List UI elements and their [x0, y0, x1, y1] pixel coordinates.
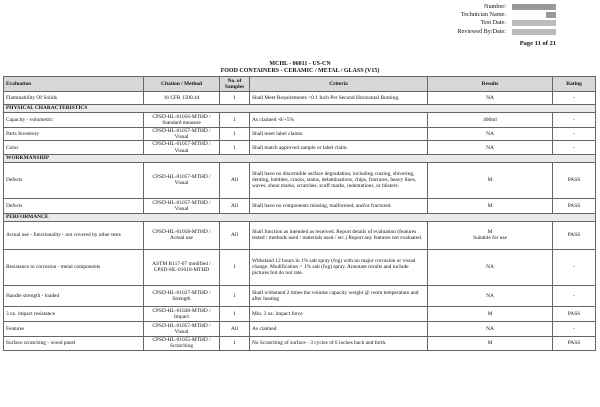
reviewed-label: Reviewed By/Date:: [457, 27, 506, 35]
results-cell: [428, 221, 553, 249]
col-evaluation: Evaluation: [4, 77, 144, 92]
result-note: Suitable for use: [473, 235, 507, 242]
col-criteria: Criteria: [250, 77, 428, 92]
evaluation-cell: Handle strength - loaded: [4, 285, 144, 306]
redacted-test-date: [512, 20, 556, 26]
results-cell: [428, 321, 553, 336]
section-title: PHYSICAL CHARACTERISTICS: [4, 105, 596, 113]
document-subtitle: FOOD CONTAINERS - CERAMIC / METAL / GLASS (V15): [220, 68, 380, 74]
result-value: M: [487, 177, 493, 184]
rating-cell: -: [553, 113, 596, 128]
result-value: NA: [486, 264, 494, 271]
results-table: [3, 76, 596, 351]
samples-cell: 1: [220, 113, 250, 128]
col-results: Results: [428, 77, 553, 92]
criteria-cell: Shall withstand 2 times the volume capacity weight @ room temperature and after heating: [250, 285, 428, 306]
rating-cell: -: [553, 321, 596, 336]
redacted-technician: [546, 12, 556, 18]
results-cell: [428, 198, 553, 213]
technician-label: Technician Name:: [460, 11, 506, 19]
rating-cell: PASS: [553, 306, 596, 321]
document-title: MCHL - 06011 - US-CN: [269, 61, 331, 67]
table-row: [4, 221, 596, 249]
result-value: NA: [486, 94, 494, 101]
citation-cell: CPSD-HL-01057-MTHD / Visual: [144, 128, 220, 141]
criteria-cell: Shall match approved sample or label claim.: [250, 141, 428, 154]
samples-cell: All: [220, 198, 250, 213]
samples-cell: 1: [220, 306, 250, 321]
table-row: [4, 306, 596, 321]
samples-cell: All: [220, 221, 250, 249]
test-date-label: Test Date:: [480, 19, 506, 27]
citation-cell: CPSD-HL-01057-MTHD / Visual: [144, 321, 220, 336]
criteria-cell: Shall meet label claims.: [250, 128, 428, 141]
criteria-cell: Shall Meet Requirements <0.1 Inch Per Second Horizontal Burning.: [250, 92, 428, 105]
redacted-number: [512, 4, 556, 10]
col-citation: Citation / Method: [144, 77, 220, 92]
results-cell: [428, 306, 553, 321]
table-row: [4, 128, 596, 141]
page-number: Page 11 of 21: [519, 40, 556, 47]
criteria-cell: Min. 3 oz. impact force: [250, 306, 428, 321]
rating-cell: -: [553, 249, 596, 285]
criteria-cell: As claimed -0/+5%: [250, 113, 428, 128]
samples-cell: All: [220, 162, 250, 198]
evaluation-cell: 3 oz. impact resistance: [4, 306, 144, 321]
evaluation-cell: Resistance to corrosion - metal components: [4, 249, 144, 285]
citation-cell: CPSD-HL-01027-MTHD / Strength: [144, 285, 220, 306]
col-rating: Rating: [553, 77, 596, 92]
document-titles: [0, 61, 600, 75]
table-header-row: [4, 77, 596, 92]
citation-cell: CPSD-HL-01028-MTHD / Impact: [144, 306, 220, 321]
citation-cell: CPSD-HL-01057-MTHD / Visual: [144, 162, 220, 198]
results-cell: [428, 249, 553, 285]
result-value: NA: [486, 325, 494, 332]
samples-cell: 1: [220, 336, 250, 350]
citation-cell: 16 CFR 1500.44: [144, 92, 220, 105]
section-row: [4, 154, 596, 162]
citation-cell: ASTM B117-07 modified / CPSD-HL-01010-MTHD: [144, 249, 220, 285]
rating-cell: -: [553, 141, 596, 154]
evaluation-cell: Color: [4, 141, 144, 154]
result-value: M: [487, 202, 493, 209]
evaluation-cell: Defects: [4, 198, 144, 213]
rating-cell: -: [553, 285, 596, 306]
results-cell: [428, 285, 553, 306]
rating-cell: -: [553, 92, 596, 105]
results-cell: [428, 336, 553, 350]
redacted-reviewed: [512, 29, 556, 35]
rating-cell: PASS: [553, 198, 596, 213]
rating-cell: PASS: [553, 221, 596, 249]
criteria-cell: Withstand 12 hours in 1% salt spray (fog) with no major corrosion or visual change. Modification = 1% salt (fog) spray. Annotate results and include pictures but do not rate.: [250, 249, 428, 285]
criteria-cell: As claimed: [250, 321, 428, 336]
samples-cell: All: [220, 321, 250, 336]
result-value: NA: [486, 292, 494, 299]
section-title: WORKMANSHIP: [4, 154, 596, 162]
citation-cell: CPSD-HL-01057-MTHD / Visual: [144, 198, 220, 213]
header-technician-row: [356, 11, 556, 19]
table-row: [4, 336, 596, 350]
col-samples: No. of Samples: [220, 77, 250, 92]
result-value: NA: [486, 144, 494, 151]
header-fields: [356, 3, 556, 36]
section-row: [4, 213, 596, 221]
result-value: NA: [486, 131, 494, 138]
results-cell: [428, 141, 553, 154]
samples-cell: 1: [220, 285, 250, 306]
table-row: [4, 162, 596, 198]
header-test-date-row: [356, 19, 556, 27]
table-row: [4, 92, 596, 105]
results-cell: [428, 162, 553, 198]
criteria-cell: No Scratching of surface - 3 cycles of 6 inches back and forth.: [250, 336, 428, 350]
results-cell: [428, 113, 553, 128]
samples-cell: 1: [220, 141, 250, 154]
table-row: [4, 249, 596, 285]
criteria-cell: Shall function as intended as received. Report details of evaluation (features tested / methods used / materials used / etc.) Report any features not evaluated.: [250, 221, 428, 249]
number-label: Number:: [484, 3, 506, 10]
citation-cell: CPSD-HL-01055-MTHD / Scratching: [144, 336, 220, 350]
header-number-row: [356, 3, 556, 11]
citation-cell: CPSD-HL-01058-MTHD / Actual use: [144, 221, 220, 249]
result-value: M: [487, 310, 493, 317]
table-row: [4, 285, 596, 306]
section-row: [4, 105, 596, 113]
samples-cell: 1: [220, 128, 250, 141]
criteria-cell: Shall have no components missing, malformed, and/or fractured.: [250, 198, 428, 213]
citation-cell: CPSD-HL-01056-MTHD / Standard measure: [144, 113, 220, 128]
results-cell: [428, 128, 553, 141]
results-cell: [428, 92, 553, 105]
result-value: M: [487, 340, 493, 347]
result-value: 460ml: [483, 116, 497, 123]
rating-cell: -: [553, 128, 596, 141]
evaluation-cell: Flammability Of Solids: [4, 92, 144, 105]
criteria-cell: Shall have no discernible surface degradation, including crazing, shivering, denting, bubbles, cracks, stains, delaminations, chips, fractures, heavy lines, waves, shear marks, scratches, scuff marks, indentations, or blisters.: [250, 162, 428, 198]
evaluation-cell: Features: [4, 321, 144, 336]
evaluation-cell: Defects: [4, 162, 144, 198]
rating-cell: PASS: [553, 162, 596, 198]
table-row: [4, 321, 596, 336]
evaluation-cell: Actual use - functionality - not covered by other tests: [4, 221, 144, 249]
evaluation-cell: Parts Inventory: [4, 128, 144, 141]
evaluation-cell: Surface scratching - wood panel: [4, 336, 144, 350]
evaluation-cell: Capacity - volumetric: [4, 113, 144, 128]
table-row: [4, 141, 596, 154]
section-title: PERFORMANCE: [4, 213, 596, 221]
table-row: [4, 198, 596, 213]
result-value: M: [487, 229, 493, 236]
citation-cell: CPSD-HL-01057-MTHD / Visual: [144, 141, 220, 154]
header-reviewed-row: [356, 28, 556, 36]
samples-cell: 1: [220, 92, 250, 105]
samples-cell: 1: [220, 249, 250, 285]
table-row: [4, 113, 596, 128]
rating-cell: PASS: [553, 336, 596, 350]
